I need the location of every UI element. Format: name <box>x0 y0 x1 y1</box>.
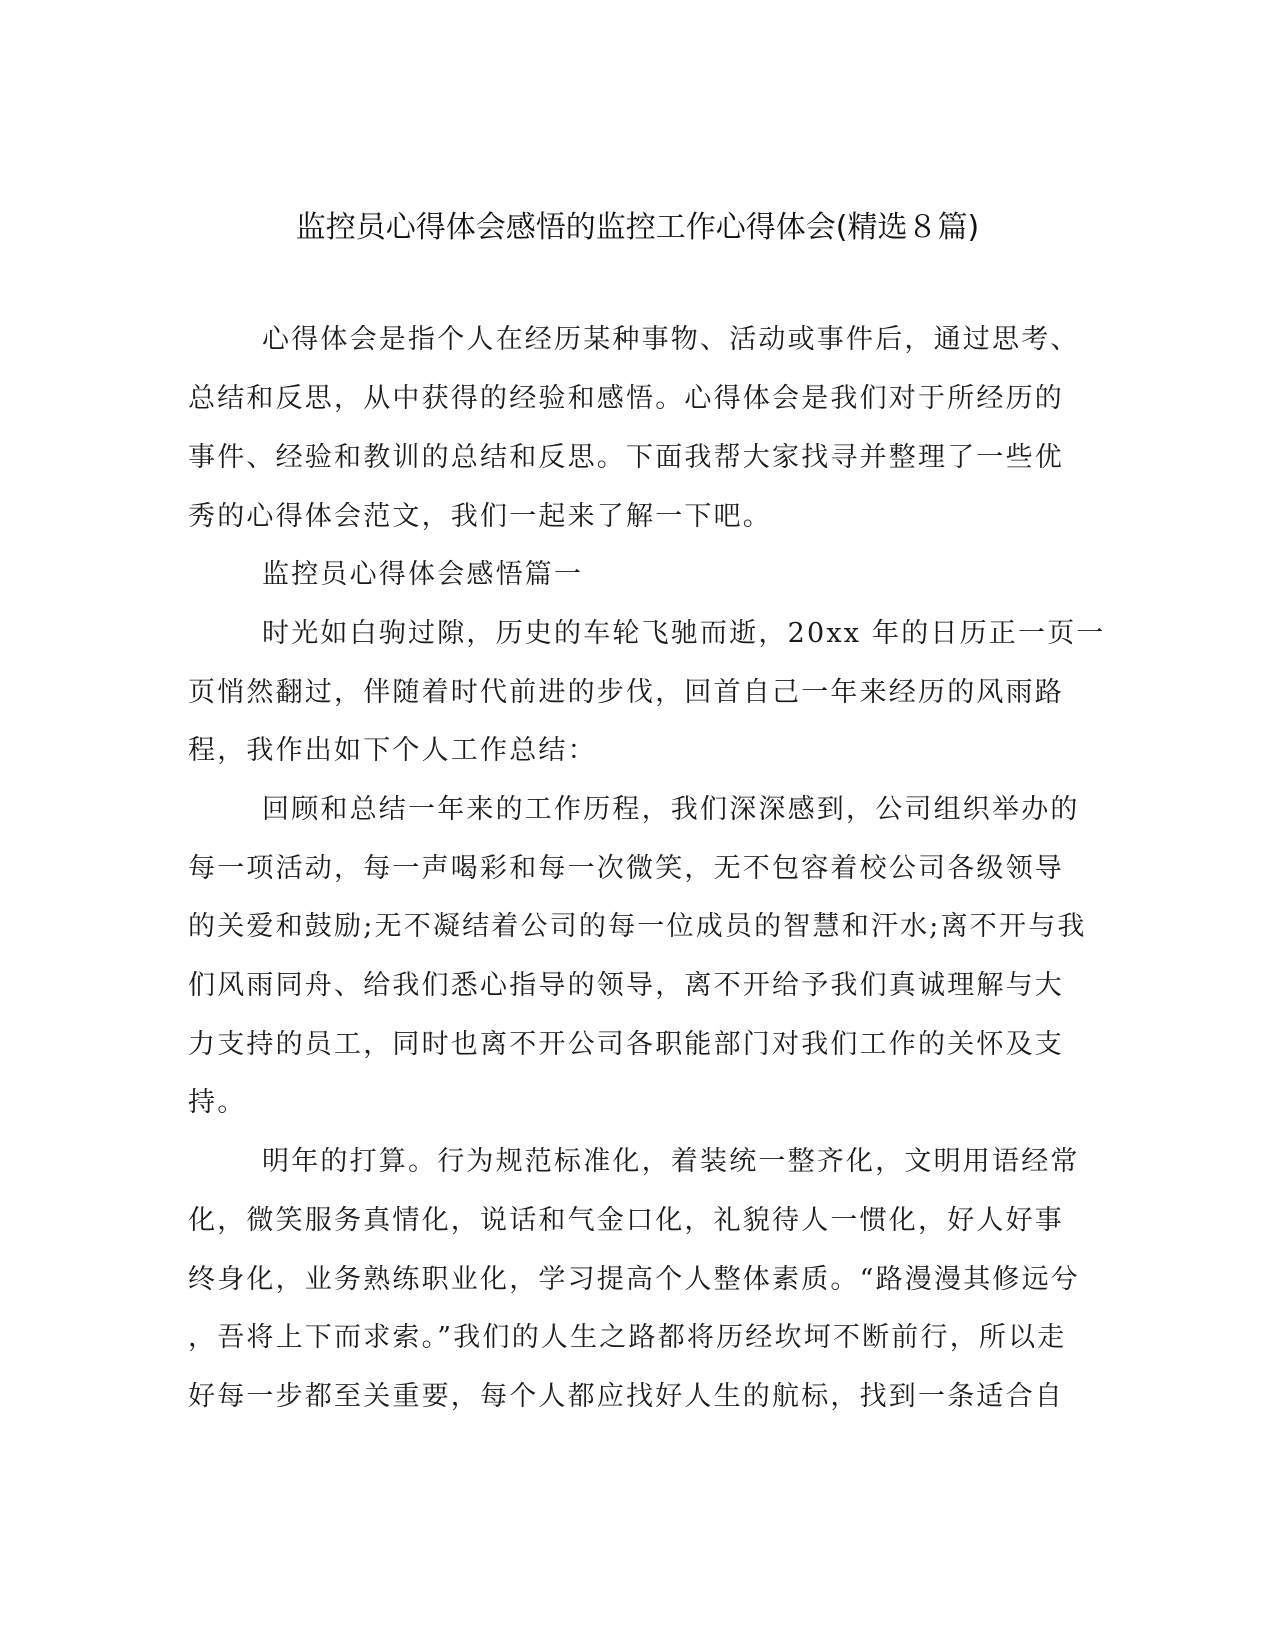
body-text-line: 力支持的员工，同时也离不开公司各职能部门对我们工作的关怀及支 <box>188 1029 1064 1060</box>
body-text-line: 的关爱和鼓励;无不凝结着公司的每一位成员的智慧和汗水;离不开与我 <box>188 911 1087 942</box>
body-text-line: 秀的心得体会范文，我们一起来了解一下吧。 <box>188 501 772 532</box>
body-text-line: 好每一步都至关重要，每个人都应找好人生的航标，找到一条适合自 <box>188 1381 1064 1412</box>
body-text-line: 程，我作出如下个人工作总结： <box>188 735 597 766</box>
body-text-line: 每一项活动，每一声喝彩和每一次微笑，无不包容着校公司各级领导 <box>188 853 1064 884</box>
body-text-line: 心得体会是指个人在经历某种事物、活动或事件后，通过思考、 <box>262 324 1080 355</box>
body-text-line: 明年的打算。行为规范标准化，着装统一整齐化，文明用语经常 <box>262 1146 1080 1177</box>
document-title: 监控员心得体会感悟的监控工作心得体会(精选８篇) <box>295 210 980 245</box>
body-text-line: 化，微笑服务真情化，说话和气金口化，礼貌待人一惯化，好人好事 <box>188 1205 1064 1236</box>
body-text-line: 回顾和总结一年来的工作历程，我们深深感到，公司组织举办的 <box>262 794 1080 825</box>
body-text-line: ，吾将上下而求索。”我们的人生之路都将历经坎坷不断前行，所以走 <box>188 1322 1067 1353</box>
body-text-line: 时光如白驹过隙，历史的车轮飞驰而逝，20xx 年的日历正一页一 <box>262 618 1106 649</box>
body-text-line: 页悄然翻过，伴随着时代前进的步伐，回首自己一年来经历的风雨路 <box>188 677 1064 708</box>
body-text-line: 事件、经验和教训的总结和反思。下面我帮大家找寻并整理了一些优 <box>188 442 1064 473</box>
body-text-line: 们风雨同舟、给我们悉心指导的领导，离不开给予我们真诚理解与大 <box>188 970 1064 1001</box>
body-text-line: 终身化，业务熟练职业化，学习提高个人整体素质。“路漫漫其修远兮 <box>188 1264 1081 1295</box>
section-heading: 监控员心得体会感悟篇一 <box>262 559 584 590</box>
body-text-line: 总结和反思，从中获得的经验和感悟。心得体会是我们对于所经历的 <box>188 383 1064 414</box>
body-text-line: 持。 <box>188 1087 247 1118</box>
